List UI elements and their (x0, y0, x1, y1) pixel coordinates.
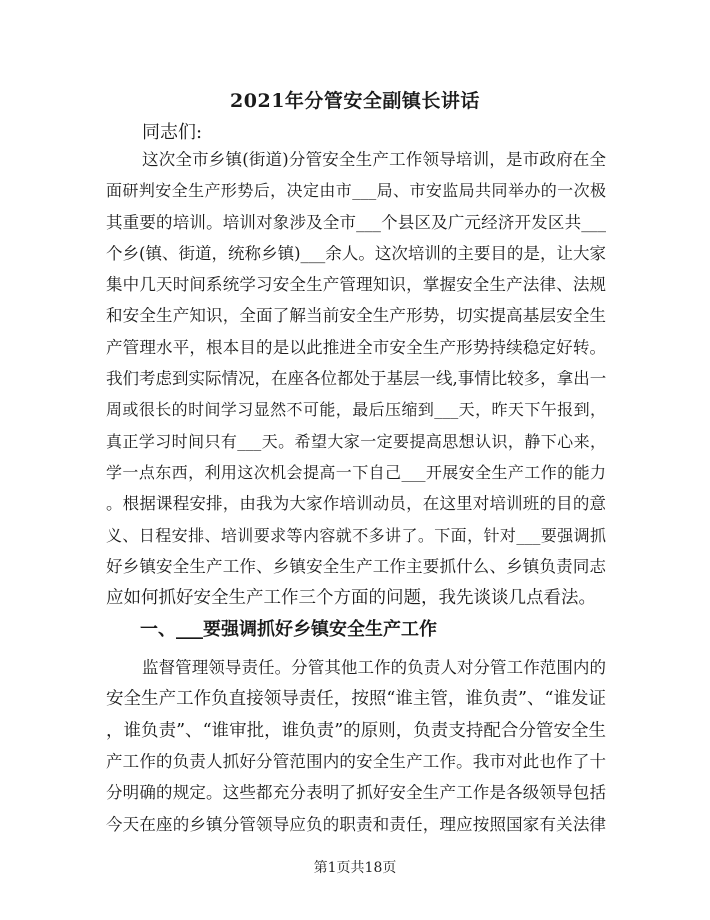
paragraph-line: 其重要的培训。培训对象涉及全市___个县区及广元经济开发区共___ (106, 213, 606, 232)
paragraph-line: 分明确的规定。这些都充分表明了抓好安全生产工作是各级领导包括 (106, 783, 606, 802)
page-indicator: 第1页共18页 (313, 860, 397, 876)
paragraph-line: 集中几天时间系统学习安全生产管理知识，掌握安全生产法律、法规 (106, 275, 606, 294)
paragraph-line: 和安全生产知识，全面了解当前安全生产形势，切实提高基层安全生 (106, 306, 606, 325)
paragraph-line: 学一点东西，利用这次机会提高一下自己___开展安全生产工作的能力 (106, 463, 606, 482)
paragraph-line: 产管理水平，根本目的是以此推进全市安全生产形势持续稳定好转。 (106, 338, 606, 357)
salutation: 同志们: (142, 122, 203, 143)
document-title: 2021年分管安全副镇长讲话 (230, 90, 480, 112)
paragraph-line: 这次全市乡镇(街道)分管安全生产工作领导培训，是市政府在全 (142, 150, 606, 169)
paragraph-line: 安全生产工作负直接领导责任，按照“谁主管，谁负责”、“谁发证 (106, 689, 606, 709)
paragraph-line: 应如何抓好安全生产工作三个方面的问题，我先谈谈几点看法。 (106, 588, 596, 608)
paragraph-line: 真正学习时间只有___天。希望大家一定要提高思想认识，静下心来， (106, 432, 606, 451)
paragraph-line: 面研判安全生产形势后，决定由市___局、市安监局共同举办的一次极 (106, 181, 606, 200)
section-heading: 一、___要强调抓好乡镇安全生产工作 (140, 619, 437, 640)
paragraph-line: 我们考虑到实际情况，在座各位都处于基层一线,事情比较多，拿出一 (106, 369, 607, 388)
paragraph-line: ，谁负责”、“谁审批，谁负责”的原则，负责支持配合分管安全生 (106, 721, 606, 741)
paragraph-line: 义、日程安排、培训要求等内容就不多讲了。下面，针对___要强调抓 (106, 526, 606, 545)
paragraph-line: 今天在座的乡镇分管领导应负的职责和责任，理应按照国家有关法律 (106, 815, 606, 834)
paragraph-line: 周或很长的时间学习显然不可能，最后压缩到___天，昨天下午报到， (106, 400, 606, 419)
paragraph-line: 产工作的负责人抓好分管范围内的安全生产工作。我市对此也作了十 (106, 752, 606, 771)
paragraph-line: 监督管理领导责任。分管其他工作的负责人对分管工作范围内的 (142, 658, 606, 677)
paragraph-line: 好乡镇安全生产工作、乡镇安全生产工作主要抓什么、乡镇负责同志 (106, 557, 606, 576)
paragraph-line: 。根据课程安排，由我为大家作培训动员，在这里对培训班的目的意 (106, 494, 606, 513)
paragraph-line: 个乡(镇、街道，统称乡镇)___余人。这次培训的主要目的是，让大家 (106, 244, 606, 263)
